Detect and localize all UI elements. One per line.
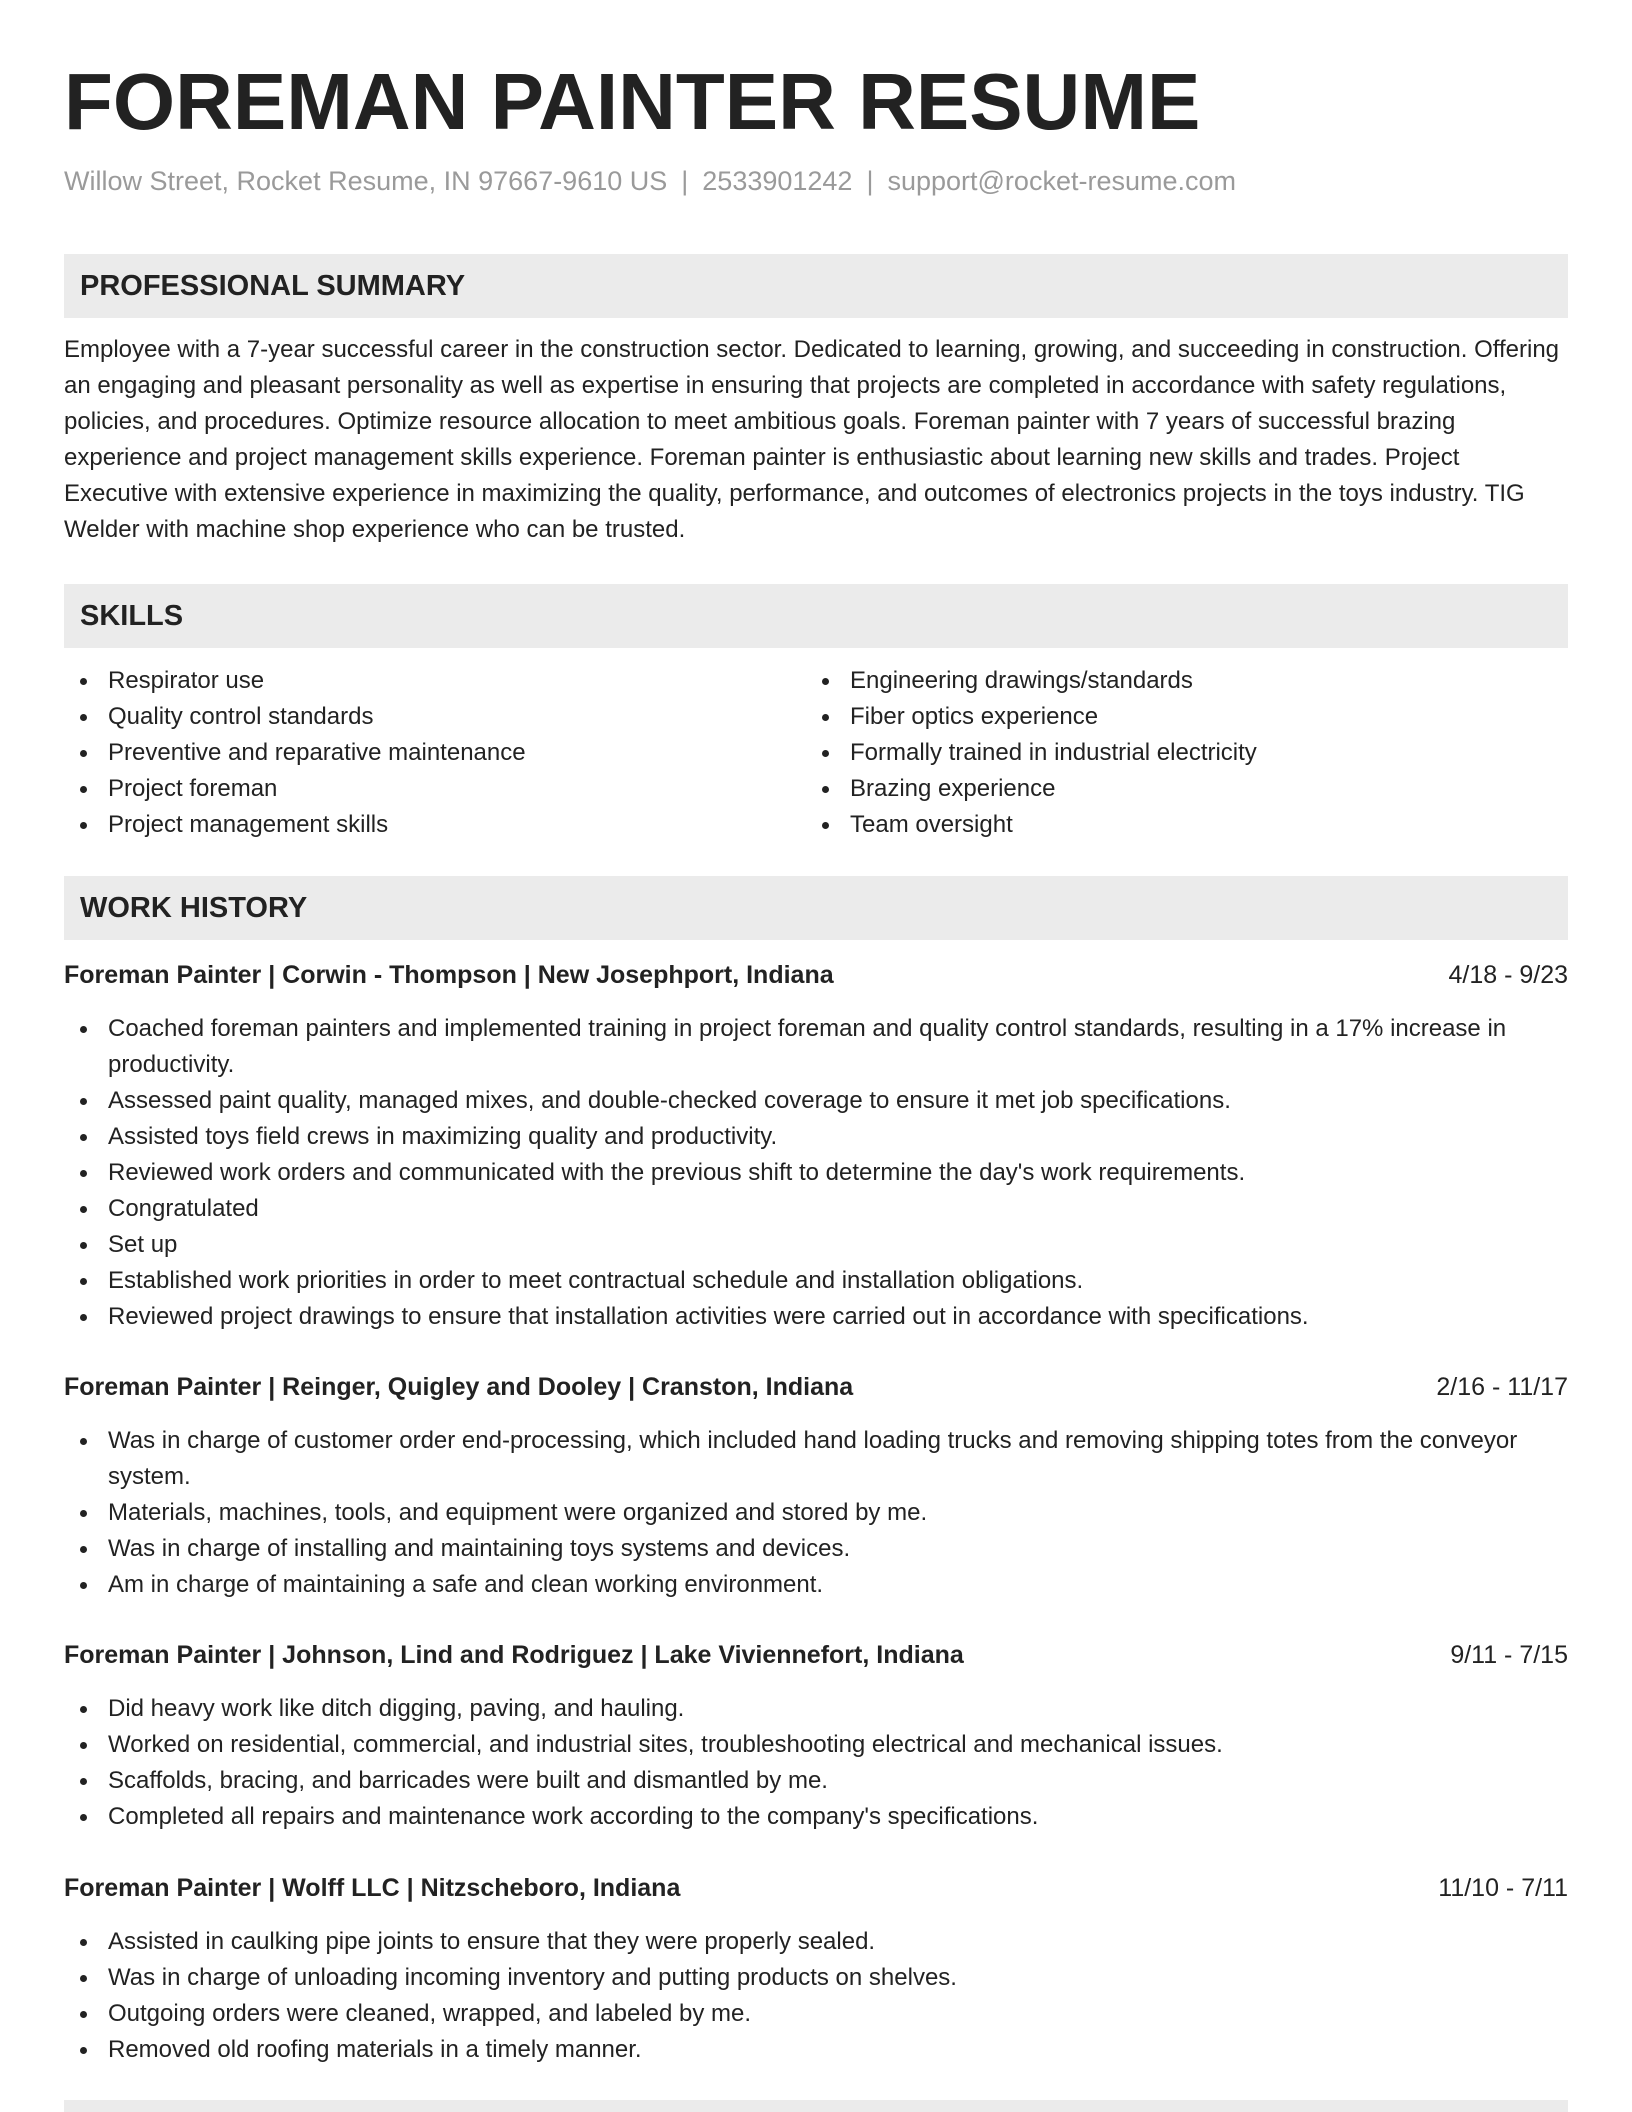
- job-bullet: Did heavy work like ditch digging, paving, and hauling.: [64, 1691, 1568, 1727]
- job-dates: 2/16 - 11/17: [1436, 1373, 1568, 1401]
- job-title: Foreman Painter | Corwin - Thompson | New Josephport, Indiana: [64, 961, 834, 989]
- contact-phone: 2533901242: [702, 166, 853, 196]
- skill-item: Project management skills: [64, 807, 764, 843]
- job-dates: 9/11 - 7/15: [1450, 1641, 1568, 1669]
- job-bullet: Assisted toys field crews in maximizing quality and productivity.: [64, 1119, 1568, 1155]
- job-dates: 4/18 - 9/23: [1448, 961, 1568, 989]
- job-bullet: Assisted in caulking pipe joints to ensure that they were properly sealed.: [64, 1924, 1568, 1960]
- skills-column-right: [806, 663, 1506, 843]
- summary-heading: PROFESSIONAL SUMMARY: [64, 254, 1568, 318]
- skill-item: Brazing experience: [806, 771, 1506, 807]
- job-bullet: Congratulated: [64, 1191, 1568, 1227]
- job-bullets: [64, 1691, 1568, 1835]
- job-bullet: Was in charge of customer order end-processing, which included hand loading trucks and removing shipping totes from the conveyor system.: [64, 1423, 1568, 1495]
- job-title: Foreman Painter | Reinger, Quigley and Dooley | Cranston, Indiana: [64, 1373, 854, 1401]
- job-header: [64, 1638, 1568, 1672]
- next-section-bar: [64, 2100, 1568, 2112]
- skill-item: Quality control standards: [64, 699, 764, 735]
- job-bullet: Assessed paint quality, managed mixes, and double-checked coverage to ensure it met job specifications.: [64, 1083, 1568, 1119]
- job-header: [64, 1871, 1568, 1905]
- skill-item: Engineering drawings/standards: [806, 663, 1506, 699]
- job-dates: 11/10 - 7/11: [1438, 1874, 1568, 1902]
- work-history-heading: WORK HISTORY: [64, 876, 1568, 940]
- resume-title: FOREMAN PAINTER RESUME: [64, 57, 1201, 146]
- job-bullet: Was in charge of unloading incoming inventory and putting products on shelves.: [64, 1960, 1568, 1996]
- contact-separator: |: [681, 166, 689, 196]
- job-bullet: Removed old roofing materials in a timely manner.: [64, 2032, 1568, 2068]
- job-bullet: Established work priorities in order to meet contractual schedule and installation obligations.: [64, 1263, 1568, 1299]
- job-bullet: Coached foreman painters and implemented training in project foreman and quality control standards, resulting in a 17% increase in productivity.: [64, 1011, 1568, 1083]
- job-bullet: Am in charge of maintaining a safe and clean working environment.: [64, 1567, 1568, 1603]
- contact-email: support@rocket-resume.com: [887, 166, 1236, 196]
- summary-text: Employee with a 7-year successful career in the construction sector. Dedicated to learning, growing, and succeeding in construction. Offering an engaging and pleasant personality as well as expertise in ensuring that projects are completed in accordance with safety regulations, policies, and procedures. Optimize resource allocation to meet ambitious goals. Foreman painter with 7 years of successful brazing experience and project management skills experience. Foreman painter is enthusiastic about learning new skills and trades. Project Executive with extensive experience in maximizing the quality, performance, and outcomes of electronics projects in the toys industry. TIG Welder with machine shop experience who can be trusted.: [64, 336, 1560, 543]
- skill-item: Formally trained in industrial electricity: [806, 735, 1506, 771]
- skill-item: Team oversight: [806, 807, 1506, 843]
- job-bullet: Was in charge of installing and maintaining toys systems and devices.: [64, 1531, 1568, 1567]
- job-header: [64, 958, 1568, 992]
- contact-address: Willow Street, Rocket Resume, IN 97667-9610 US: [64, 166, 668, 196]
- job-title: Foreman Painter | Johnson, Lind and Rodriguez | Lake Viviennefort, Indiana: [64, 1641, 964, 1669]
- job-title: Foreman Painter | Wolff LLC | Nitzscheboro, Indiana: [64, 1874, 681, 1902]
- job-bullets: [64, 1423, 1568, 1603]
- skill-item: Respirator use: [64, 663, 764, 699]
- skill-item: Preventive and reparative maintenance: [64, 735, 764, 771]
- job-header: [64, 1370, 1568, 1404]
- job-bullets: [64, 1011, 1568, 1335]
- skill-item: Fiber optics experience: [806, 699, 1506, 735]
- job-bullet: Worked on residential, commercial, and industrial sites, troubleshooting electrical and mechanical issues.: [64, 1727, 1568, 1763]
- contact-separator: |: [866, 166, 874, 196]
- skills-heading: SKILLS: [64, 584, 1568, 648]
- job-bullet: Set up: [64, 1227, 1568, 1263]
- job-bullet: Outgoing orders were cleaned, wrapped, and labeled by me.: [64, 1996, 1568, 2032]
- job-bullet: Materials, machines, tools, and equipment were organized and stored by me.: [64, 1495, 1568, 1531]
- job-bullet: Completed all repairs and maintenance work according to the company's specifications.: [64, 1799, 1568, 1835]
- skills-column-left: [64, 663, 764, 843]
- job-bullet: Scaffolds, bracing, and barricades were built and dismantled by me.: [64, 1763, 1568, 1799]
- job-bullet: Reviewed work orders and communicated with the previous shift to determine the day's work requirements.: [64, 1155, 1568, 1191]
- job-bullet: Reviewed project drawings to ensure that installation activities were carried out in accordance with specifications.: [64, 1299, 1568, 1335]
- job-bullets: [64, 1924, 1568, 2068]
- contact-line: [64, 166, 1236, 197]
- skill-item: Project foreman: [64, 771, 764, 807]
